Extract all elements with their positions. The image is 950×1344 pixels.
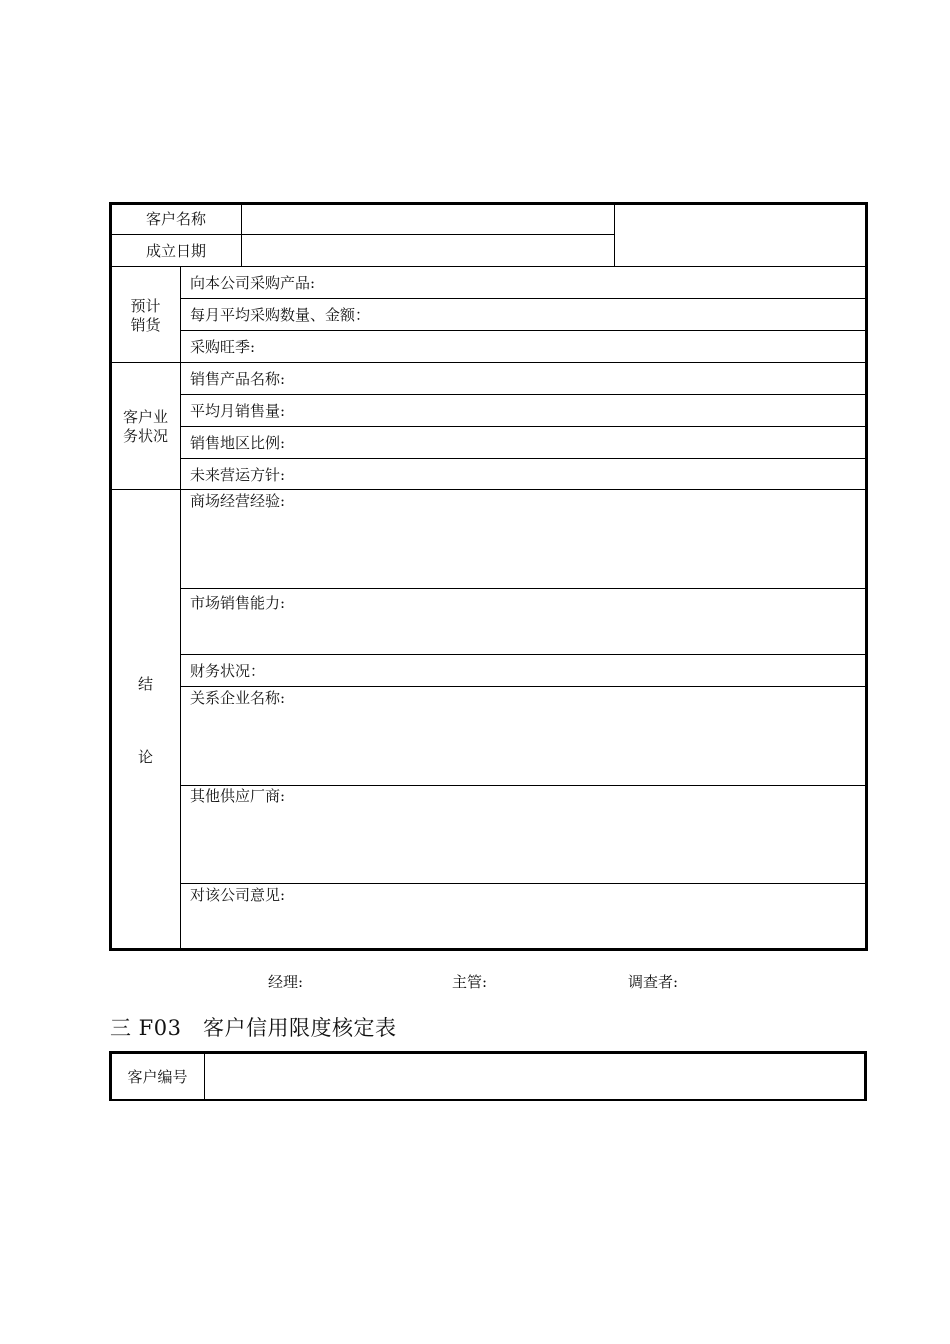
established-date-label: 成立日期	[145, 242, 206, 260]
business-status-item: 平均月销售量:	[190, 402, 286, 420]
manager-signoff: 经理:	[268, 973, 304, 991]
business-status-item: 未来营运方针:	[190, 466, 286, 484]
row-divider	[180, 426, 866, 427]
column-divider	[614, 204, 615, 266]
row-divider	[110, 266, 866, 267]
business-status-item: 销售地区比例:	[190, 434, 286, 452]
expected-sales-item: 每月平均采购数量、金额：	[190, 306, 371, 324]
business-status-label: 客户业 务状况	[122, 408, 168, 445]
conclusion-item: 对该公司意见:	[190, 886, 286, 904]
expected-sales-item: 向本公司采购产品:	[190, 274, 316, 292]
customer-number-label: 客户编号	[127, 1068, 188, 1086]
row-divider	[180, 330, 866, 331]
row-divider	[180, 785, 866, 786]
supervisor-signoff: 主管:	[452, 973, 488, 991]
credit-limit-table	[109, 1051, 867, 1101]
row-divider	[110, 362, 866, 363]
investigator-signoff: 调查者:	[628, 973, 679, 991]
conclusion-label-char: 结	[137, 675, 153, 693]
customer-name-label: 客户名称	[145, 210, 206, 228]
column-divider	[241, 204, 242, 266]
conclusion-label-char: 论	[137, 748, 153, 766]
row-divider	[180, 458, 866, 459]
row-divider	[110, 234, 614, 235]
conclusion-item: 其他供应厂商:	[190, 787, 286, 805]
section-title: 三 F03 客户信用限度核定表	[110, 1016, 397, 1040]
row-divider	[180, 654, 866, 655]
expected-sales-label: 预计 销货	[130, 297, 161, 334]
row-divider	[180, 883, 866, 884]
column-divider	[180, 266, 181, 949]
expected-sales-item: 采购旺季:	[190, 338, 256, 356]
row-divider	[180, 686, 866, 687]
conclusion-item: 商场经营经验:	[190, 492, 286, 510]
conclusion-item: 关系企业名称:	[190, 689, 286, 707]
business-status-item: 销售产品名称:	[190, 370, 286, 388]
conclusion-item: 财务状况：	[190, 662, 266, 680]
row-divider	[180, 588, 866, 589]
row-divider	[110, 489, 866, 490]
row-divider	[180, 298, 866, 299]
column-divider	[204, 1053, 205, 1099]
row-divider	[180, 394, 866, 395]
conclusion-item: 市场销售能力:	[190, 594, 286, 612]
